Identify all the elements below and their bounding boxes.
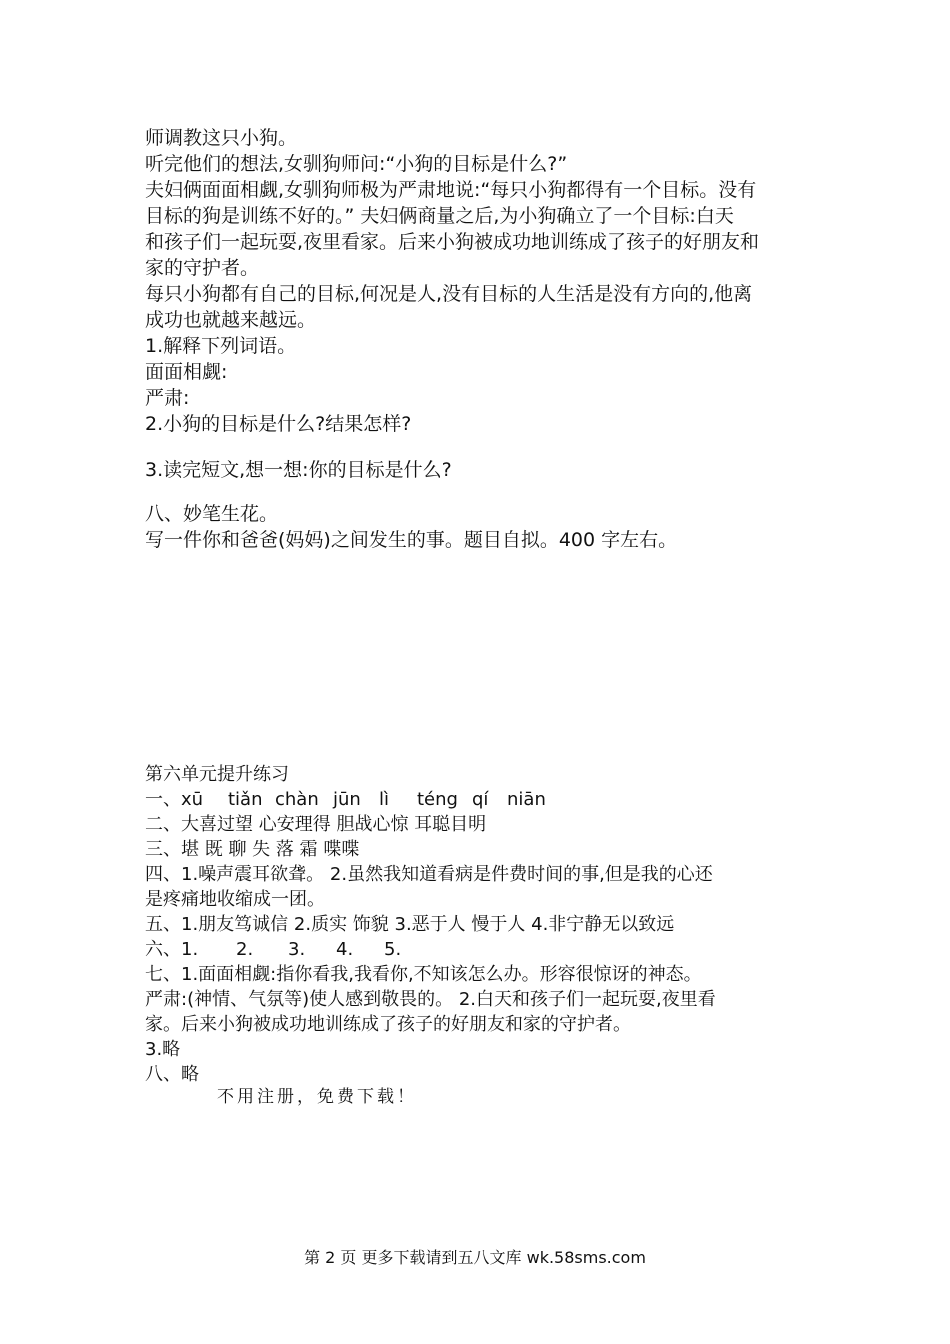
answer-6-prefix: 六、	[145, 939, 181, 960]
answer-6-item: 5.	[384, 939, 402, 960]
answer-6-item: 2.	[236, 939, 254, 960]
question-1: 1.解释下列词语。	[145, 335, 297, 357]
answers-title: 第六单元提升练习	[145, 764, 289, 785]
passage-line: 师调教这只小狗。	[145, 127, 298, 149]
answer-1	[145, 788, 546, 812]
passage-line: 夫妇俩面面相觑,女驯狗师极为严肃地说:“每只小狗都得有一个目标。没有	[145, 179, 757, 201]
question-2: 2.小狗的目标是什么?结果怎样?	[145, 413, 412, 435]
writing-prompt: 写一件你和爸爸(妈妈)之间发生的事。题目自拟。400 字左右。	[145, 529, 678, 551]
passage-line: 听完他们的想法,女驯狗师问:“小狗的目标是什么?”	[145, 153, 568, 175]
answer-6-item: 3.	[288, 939, 306, 960]
passage-line: 家的守护者。	[145, 257, 260, 279]
pinyin-item: jūn	[333, 789, 361, 810]
answer-8: 八、略	[145, 1064, 199, 1085]
pinyin-item: lì	[379, 789, 390, 810]
answer-4-line-2: 是疼痛地收缩成一团。	[145, 889, 325, 910]
answer-2: 二、大喜过望 心安理得 胆战心惊 耳聪目明	[145, 814, 487, 835]
answer-6-item: 4.	[336, 939, 354, 960]
passage-line: 目标的狗是训练不好的。” 夫妇俩商量之后,为小狗确立了一个目标:白天	[145, 205, 734, 227]
pinyin-item: qí	[472, 789, 489, 810]
pinyin-item: xū	[181, 789, 204, 810]
answer-1-prefix: 一、	[145, 789, 181, 810]
question-3: 3.读完短文,想一想:你的目标是什么?	[145, 459, 452, 481]
question-1-term-b: 严肃:	[145, 387, 190, 409]
passage-line: 每只小狗都有自己的目标,何况是人,没有目标的人生活是没有方向的,他离	[145, 283, 753, 305]
passage-line: 和孩子们一起玩耍,夜里看家。后来小狗被成功地训练成了孩子的好朋友和	[145, 231, 760, 253]
answer-7-line-3: 家。后来小狗被成功地训练成了孩子的好朋友和家的守护者。	[145, 1014, 631, 1035]
answer-5: 五、1.朋友笃诚信 2.质实 饰貌 3.恶于人 慢于人 4.非宁静无以致远	[145, 914, 675, 935]
answer-7-line-1: 七、1.面面相觑:指你看我,我看你,不知该怎么办。形容很惊讶的神态。	[145, 964, 702, 985]
passage-line: 成功也就越来越远。	[145, 309, 317, 331]
question-1-term-a: 面面相觑:	[145, 361, 228, 383]
writing-heading: 八、妙笔生花。	[145, 503, 279, 525]
answer-6	[145, 938, 401, 962]
pinyin-item: chàn	[275, 789, 319, 810]
answer-3: 三、堪 既 聊 失 落 霜 喋喋	[145, 839, 360, 860]
pinyin-item: téng	[417, 789, 458, 810]
answer-6-item: 1.	[181, 939, 199, 960]
free-download-note: 不用注册，免费下载！	[217, 1087, 417, 1107]
answer-7-line-4: 3.略	[145, 1039, 181, 1060]
answer-4-line-1: 四、1.噪声震耳欲聋。 2.虽然我知道看病是件费时间的事,但是我的心还	[145, 864, 713, 885]
answer-7-line-2: 严肃:(神情、气氛等)使人感到敬畏的。 2.白天和孩子们一起玩耍,夜里看	[145, 989, 716, 1010]
page-footer: 第 2 页 更多下载请到五八文库 wk.58sms.com	[304, 1248, 646, 1267]
pinyin-item: tiǎn	[228, 789, 263, 810]
pinyin-item: niān	[507, 789, 546, 810]
